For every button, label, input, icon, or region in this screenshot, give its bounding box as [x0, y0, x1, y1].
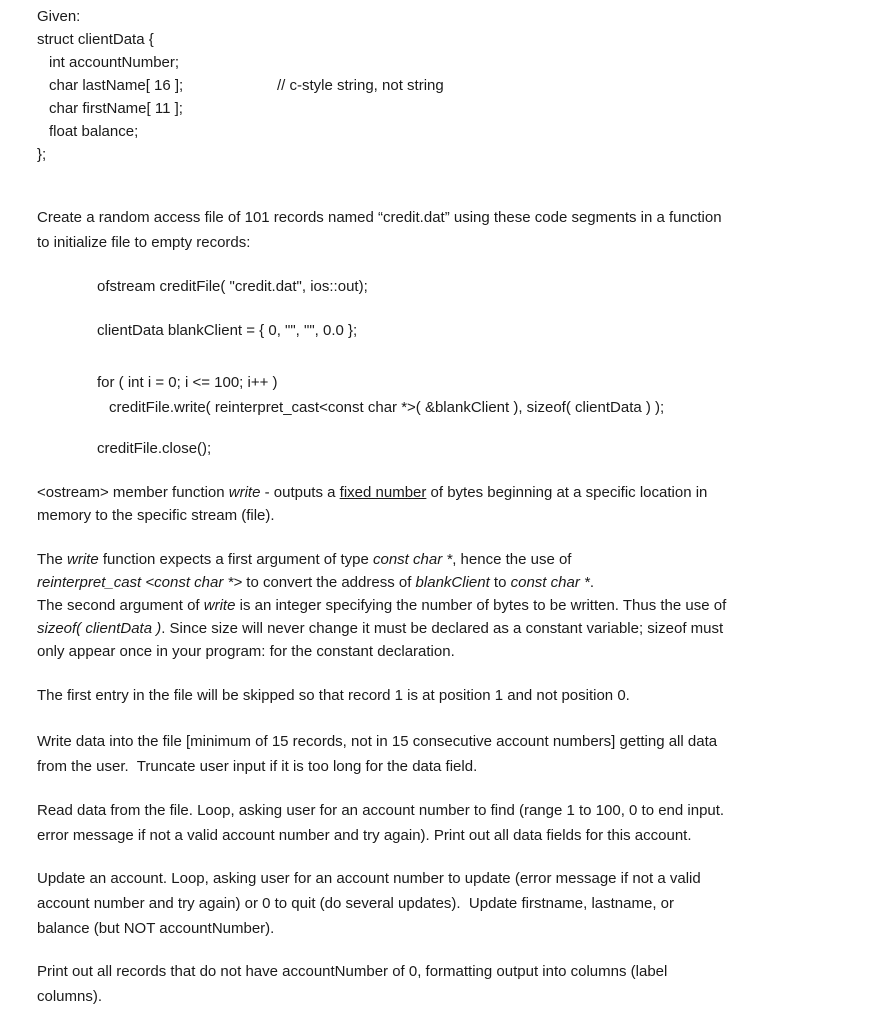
skip-note: The first entry in the file will be skipped so that record 1 is at position 1 and not position 0.	[37, 687, 630, 704]
struct-field-balance: float balance;	[49, 123, 139, 140]
ostream-line-2: memory to the specific stream (file).	[37, 507, 275, 524]
print-line-2: columns).	[37, 988, 103, 1005]
write-expl-line-2	[37, 573, 594, 593]
struct-open: struct clientData {	[37, 31, 154, 48]
write-expl-text: The second argument of	[37, 597, 204, 614]
ostream-fixed-number: fixed number	[339, 484, 427, 501]
write-expl-text: . Since size will never change it must be declared as a constant variable; sizeof must	[161, 620, 724, 637]
struct-close: };	[37, 146, 47, 163]
write-data-line-2: from the user. Truncate user input if it is too long for the data field.	[37, 758, 478, 775]
write-expl-em: const char *	[373, 551, 453, 568]
read-data-line-2: error message if not a valid account number and try again). Print out all data fields for this account.	[37, 827, 692, 844]
intro-line-1: Create a random access file of 101 records named “credit.dat” using these code segments in a function	[37, 209, 722, 226]
write-expl-text: function expects a first argument of type	[98, 551, 373, 568]
write-expl-em: write	[203, 597, 236, 614]
write-expl-em: blankClient	[415, 574, 490, 591]
ostream-line-1	[37, 483, 707, 503]
write-expl-line-4	[37, 619, 723, 639]
struct-field-account-number: int accountNumber;	[49, 54, 180, 71]
code-close: creditFile.close();	[97, 440, 212, 457]
write-expl-text: The	[37, 551, 68, 568]
ostream-text-c: of bytes beginning at a specific location in	[426, 484, 708, 501]
write-expl-line-1	[37, 550, 571, 570]
code-ofstream: ofstream creditFile( "credit.dat", ios::out);	[97, 278, 368, 295]
given-heading: Given:	[37, 8, 81, 25]
write-expl-text: , hence the use of	[452, 551, 572, 568]
print-line-1: Print out all records that do not have accountNumber of 0, formatting output into columns (label	[37, 963, 668, 980]
write-expl-line-3	[37, 596, 726, 616]
update-line-2: account number and try again) or 0 to quit (do several updates). Update firstname, lastname, or	[37, 895, 675, 912]
code-blank-client: clientData blankClient = { 0, "", "", 0.0 };	[97, 322, 358, 339]
ostream-text-a: <ostream> member function	[37, 484, 229, 501]
code-for-loop: for ( int i = 0; i <= 100; i++ )	[97, 374, 278, 391]
write-expl-em: sizeof( clientData )	[37, 620, 162, 637]
write-expl-text: to	[489, 574, 511, 591]
update-line-1: Update an account. Loop, asking user for an account number to update (error message if not a valid	[37, 870, 701, 887]
update-line-3: balance (but NOT accountNumber).	[37, 920, 275, 937]
write-expl-line-5: only appear once in your program: for the constant declaration.	[37, 643, 455, 660]
struct-comment: // c-style string, not string	[277, 77, 444, 94]
struct-field-first-name: char firstName[ 11 ];	[49, 100, 183, 117]
write-data-line-1: Write data into the file [minimum of 15 records, not in 15 consecutive account numbers] getting all data	[37, 733, 718, 750]
write-expl-em: write	[67, 551, 99, 568]
ostream-write: write	[228, 484, 261, 501]
write-expl-em: reinterpret_cast <const char *>	[37, 574, 243, 591]
ostream-text-b: - outputs a	[260, 484, 340, 501]
write-expl-em: const char *	[510, 574, 590, 591]
write-expl-text: to convert the address of	[242, 574, 416, 591]
read-data-line-1: Read data from the file. Loop, asking user for an account number to find (range 1 to 100, 0 to end input.	[37, 802, 725, 819]
write-expl-text: .	[589, 574, 595, 591]
code-write: creditFile.write( reinterpret_cast<const char *>( &blankClient ), sizeof( clientData ) );	[109, 399, 665, 416]
write-expl-text: is an integer specifying the number of bytes to be written. Thus the use of	[235, 597, 727, 614]
intro-line-2: to initialize file to empty records:	[37, 234, 251, 251]
struct-field-last-name: char lastName[ 16 ];	[49, 77, 184, 94]
